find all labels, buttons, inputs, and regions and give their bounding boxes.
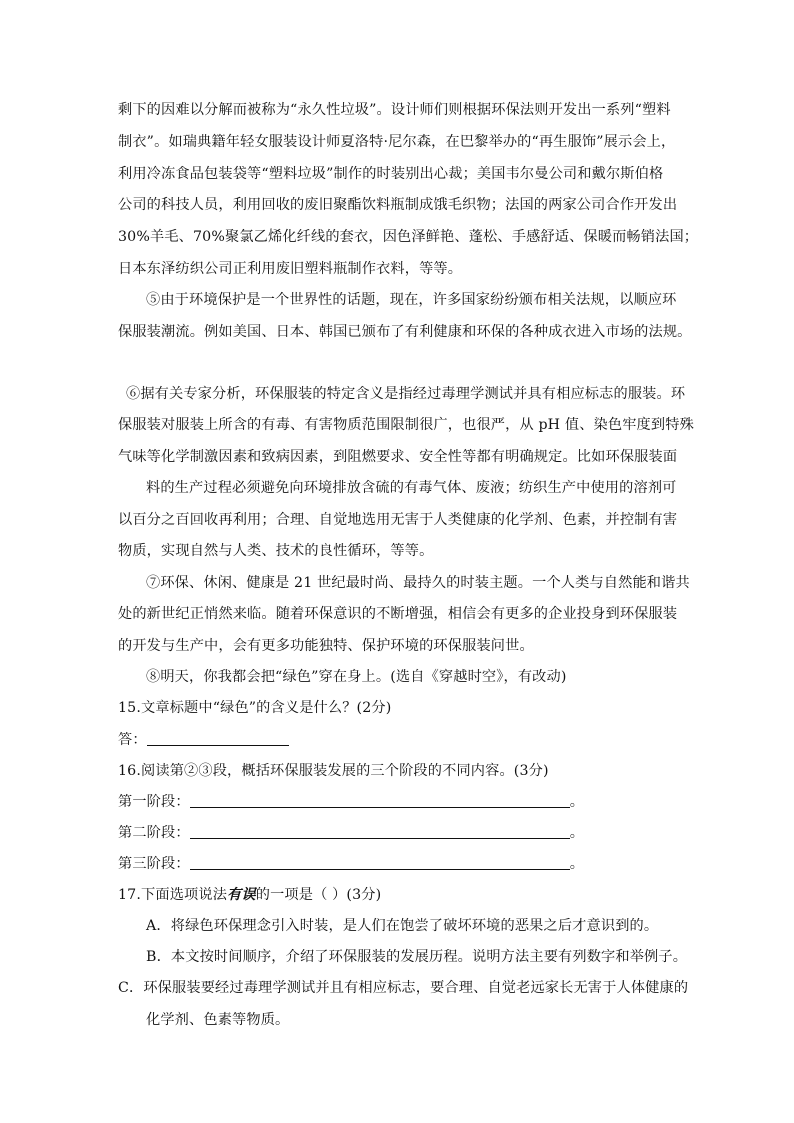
passage-line: 处的新世纪正悄然来临。随着环保意识的不断增强，相信会有更多的企业投身到环保服装 bbox=[118, 606, 678, 622]
stage-label: 第一阶段： bbox=[118, 794, 190, 810]
question-15: 15.文章标题中“绿色”的含义是什么？(2分) bbox=[118, 700, 392, 716]
option-b[interactable]: B．本文按时间顺序，介绍了环保服装的发展历程。说明方法主要有列数字和举例子。 bbox=[146, 949, 688, 965]
stage-period: 。 bbox=[569, 856, 585, 872]
passage-line: 制衣”。如瑞典籍年轻女服装设计师夏洛特·尼尔森，在巴黎举办的“再生服饰”展示会上， bbox=[118, 134, 676, 150]
stage-3-blank[interactable] bbox=[190, 855, 570, 870]
passage-line: 日本东泽纺织公司正利用废旧塑料瓶制作衣料，等等。 bbox=[118, 261, 463, 277]
question-17 bbox=[118, 885, 381, 905]
passage-line: 的开发与生产中，会有更多功能独特、保护环境的环保服装问世。 bbox=[118, 638, 534, 654]
passage-line: 利用冷冻食品包装袋等“塑料垃圾”制作的时装别出心裁；美国韦尔曼公司和戴尔斯伯格 bbox=[118, 166, 664, 182]
passage-line: 保服装潮流。例如美国、日本、韩国已颁布了有利健康和环保的各种成衣进入市场的法规。 bbox=[118, 324, 692, 340]
q17-text-b: 的一项是（ ）(3分) bbox=[255, 887, 382, 903]
stage-period: 。 bbox=[569, 794, 585, 810]
q17-text-a: 17.下面选项说法 bbox=[118, 887, 228, 903]
stage-row-1 bbox=[118, 792, 584, 812]
stage-label: 第三阶段： bbox=[118, 856, 190, 872]
stage-row-3 bbox=[118, 854, 584, 874]
passage-line: 保服装对服装上所含的有毒、有害物质范围限制很广，也很严，从 pH 值、染色牢度到特殊 bbox=[118, 417, 694, 433]
answer-label: 答： bbox=[118, 732, 147, 748]
passage-line: 30%羊毛、70%聚氯乙烯化纤线的套衣，因色泽鲜艳、蓬松、手感舒适、保暖而畅销法国； bbox=[118, 229, 699, 245]
passage-line: 公司的科技人员，利用回收的废旧聚酯饮料瓶制成饿毛织物；法国的两家公司合作开发出 bbox=[118, 197, 678, 213]
option-a[interactable]: A．将绿色环保理念引入时装，是人们在饱尝了破坏环境的恶果之后才意识到的。 bbox=[146, 918, 659, 934]
passage-line: ⑧明天，你我都会把“绿色”穿在身上。(选自《穿越时空》，有改动) bbox=[146, 669, 567, 685]
stage-2-blank[interactable] bbox=[190, 824, 570, 839]
passage-line: 剩下的因难以分解而被称为“永久性垃圾”。设计师们则根据环保法则开发出一系列“塑料 bbox=[118, 102, 671, 118]
passage-line: 以百分之百回收再利用；合理、自觉地选用无害于人类健康的化学剂、色素，并控制有害 bbox=[118, 512, 678, 528]
stage-row-2 bbox=[118, 823, 584, 843]
answer-blank-15[interactable] bbox=[147, 731, 289, 746]
passage-line: 物质，实现自然与人类、技术的良性循环，等等。 bbox=[118, 543, 434, 559]
passage-line: ⑥据有关专家分析，环保服装的特定含义是指经过毒理学测试并具有相应标志的服装。环 bbox=[126, 386, 686, 402]
passage-line: ⑤由于环境保护是一个世界性的话题，现在，许多国家纷纷颁布相关法规，以顺应环 bbox=[146, 292, 677, 308]
answer-row-15 bbox=[118, 730, 289, 750]
stage-label: 第二阶段： bbox=[118, 825, 190, 841]
option-c-continued: 化学剂、色素等物质。 bbox=[146, 1012, 290, 1028]
passage-line: 气味等化学制激因素和致病因素，到阻燃要求、安全性等都有明确规定。比如环保服装面 bbox=[118, 449, 678, 465]
passage-line: ⑦环保、休闲、健康是 21 世纪最时尚、最持久的时装主题。一个人类与自然能和谐共 bbox=[146, 575, 690, 591]
question-16: 16.阅读第②③段，概括环保服装发展的三个阶段的不同内容。(3分) bbox=[118, 763, 549, 779]
option-c[interactable]: C．环保服装要经过毒理学测试并且有相应标志，要合理、自觉老远家长无害于人体健康的 bbox=[118, 980, 689, 996]
passage-line: 料的生产过程必须避免向环境排放含硫的有毒气体、废液；纺织生产中使用的溶剂可 bbox=[146, 480, 677, 496]
stage-1-blank[interactable] bbox=[190, 793, 570, 808]
stage-period: 。 bbox=[569, 825, 585, 841]
q17-emphasis: 有误 bbox=[227, 887, 256, 903]
